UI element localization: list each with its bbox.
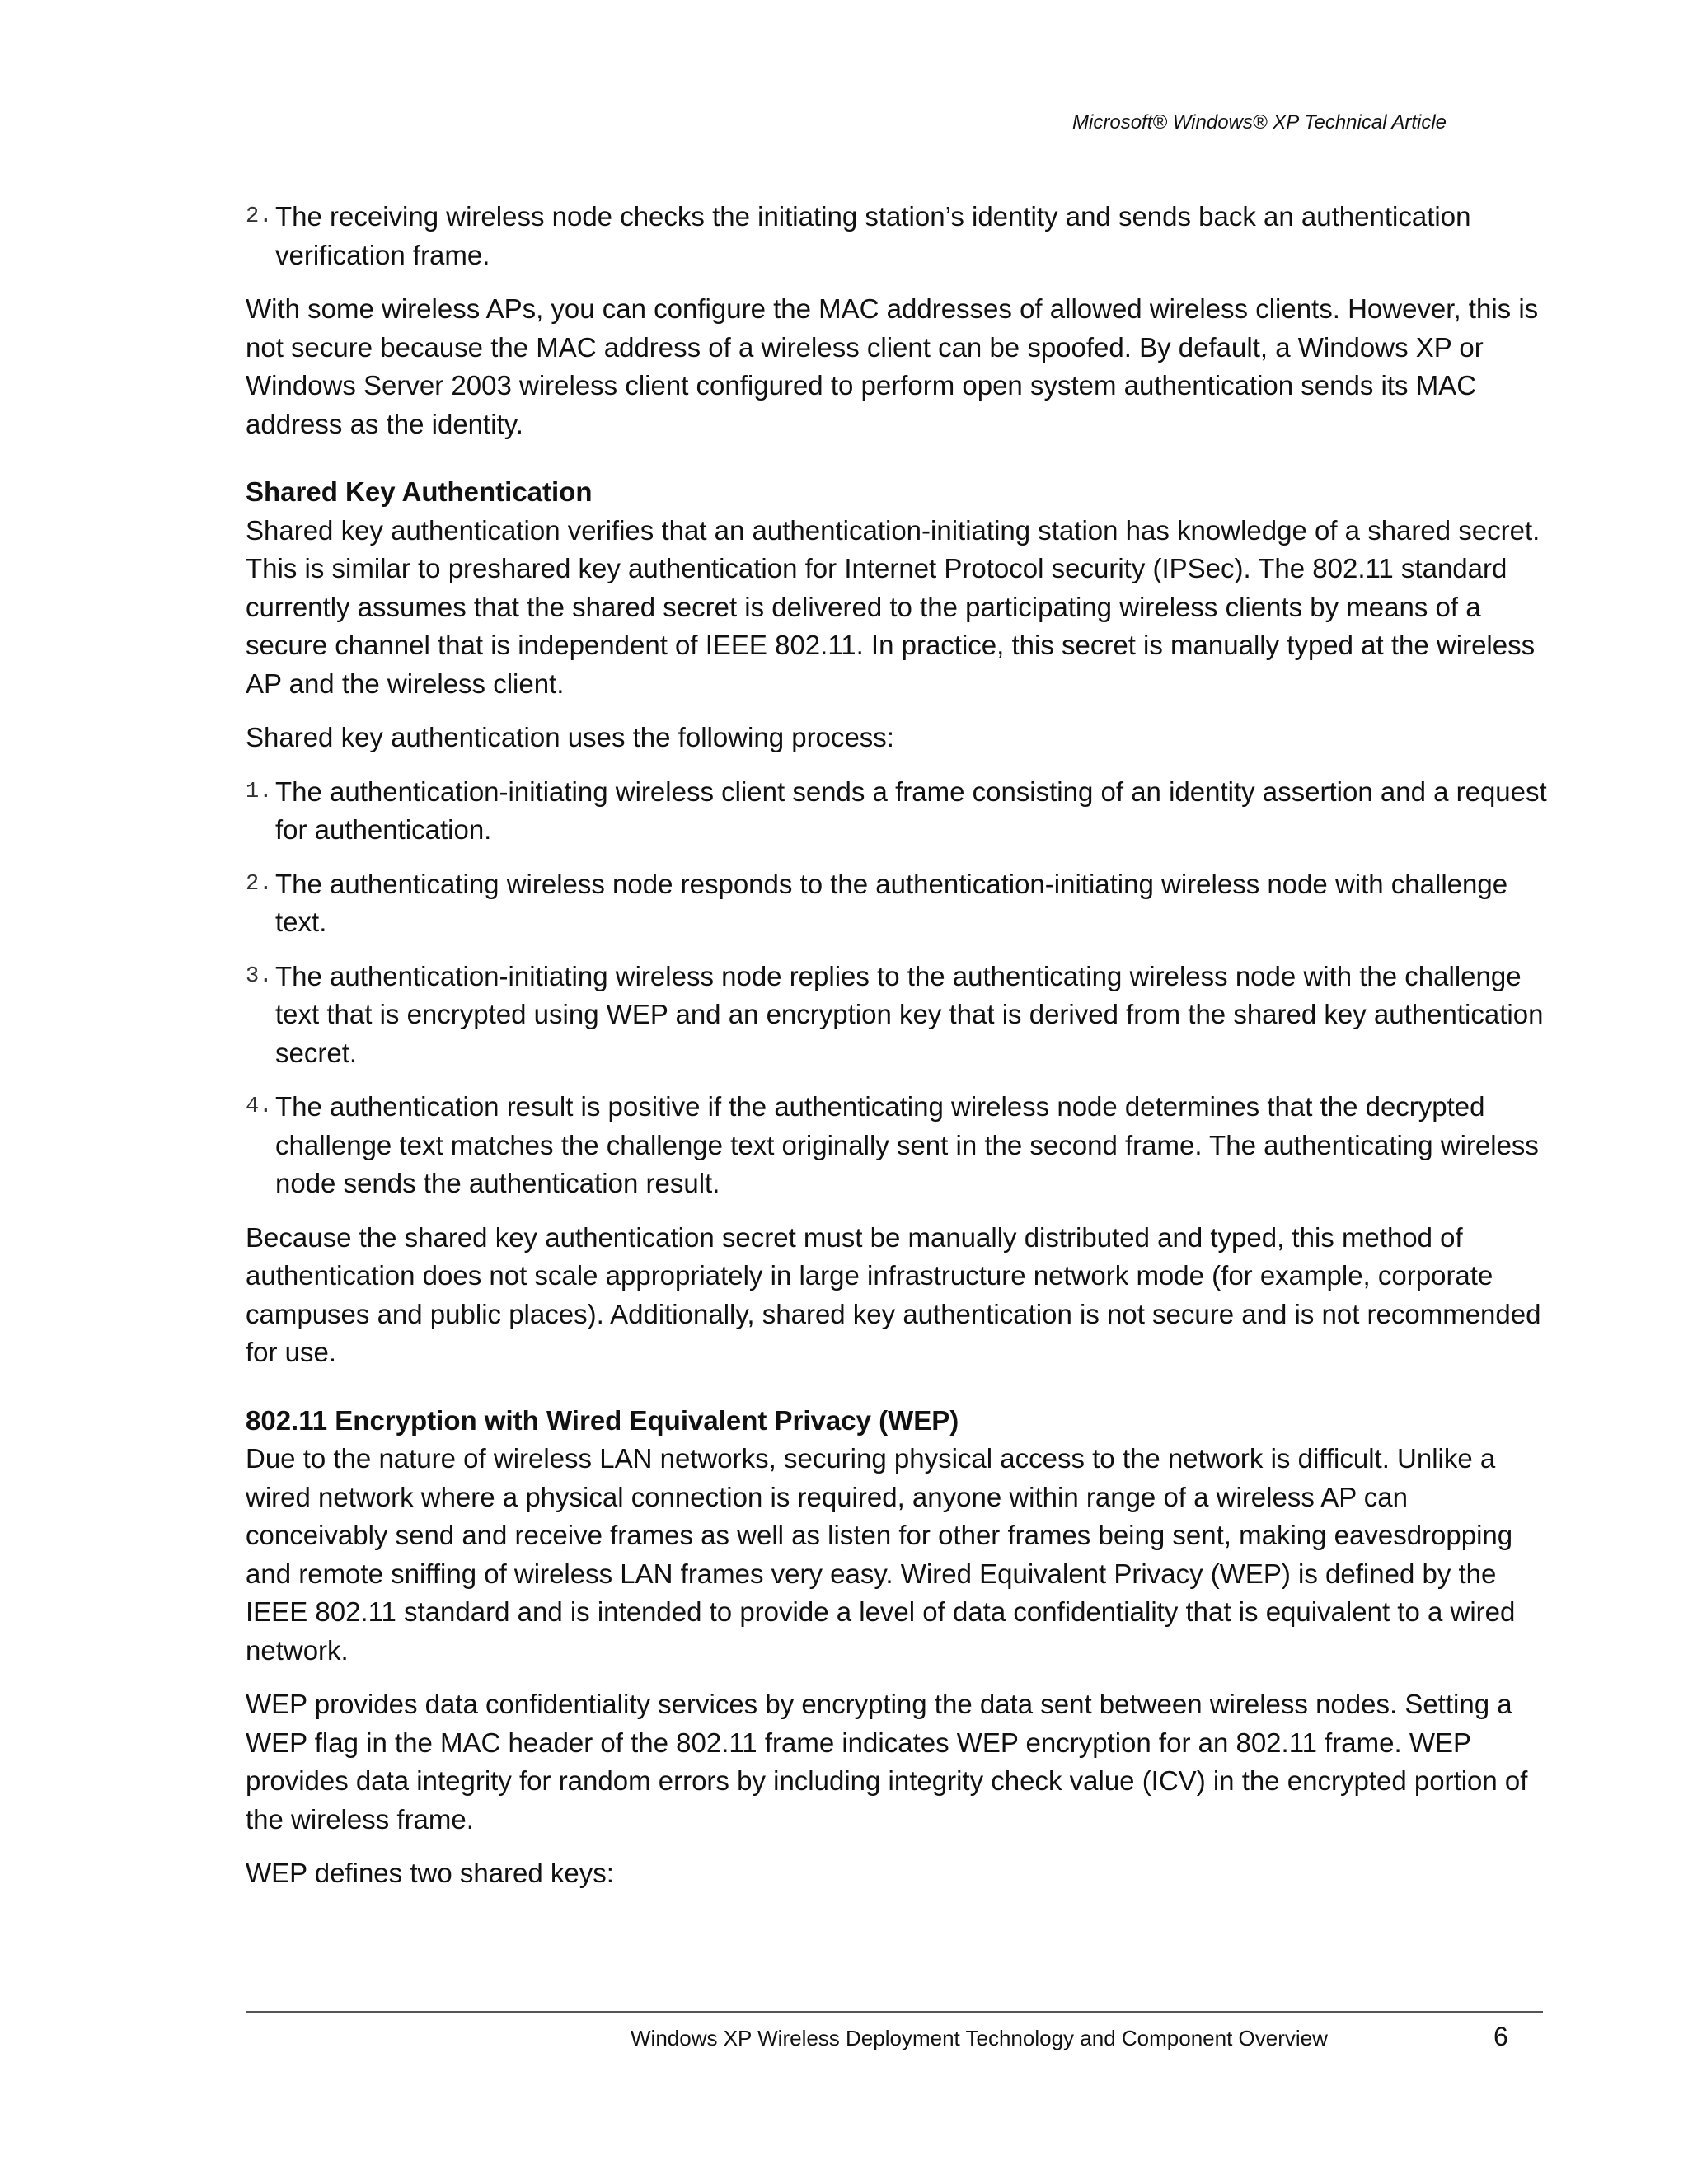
list-item	[246, 198, 1550, 274]
list-item-text: The authenticating wireless node responds to the authentication-initiating wireless node with challenge text.	[275, 868, 1508, 937]
list-number: 2.	[246, 871, 273, 897]
section-heading-shared-key: Shared Key Authentication	[246, 476, 593, 507]
list-item-text: The receiving wireless node checks the initiating station’s identity and sends back an authentication verification frame.	[275, 201, 1471, 270]
list-number: 4.	[246, 1094, 273, 1119]
paragraph: With some wireless APs, you can configure the MAC addresses of allowed wireless clients. However, this is not secure because the MAC address of a wireless client can be spoofed. By default, a Windows XP or Windows Server 2003 wireless client configured to perform open system authentication sends its MAC address as the identity.	[246, 293, 1539, 439]
list-item-text: The authentication result is positive if the authenticating wireless node determines that the decrypted challenge text matches the challenge text originally sent in the second frame. The authenticating wireless node sends the authentication result.	[275, 1091, 1539, 1198]
article-body	[246, 198, 1550, 1909]
list-item-text: The authentication-initiating wireless client sends a frame consisting of an identity assertion and a request for authentication.	[275, 776, 1547, 845]
list-number: 2.	[246, 204, 273, 229]
list-item	[246, 865, 1550, 942]
running-footer: Windows XP Wireless Deployment Technology and Component Overview	[631, 2026, 1328, 2050]
paragraph: WEP provides data confidentiality services by encrypting the data sent between wireless nodes. Setting a WEP flag in the MAC header of the 802.11 frame indicates WEP encryption for an 802.11 frame. WEP provides data integrity for random errors by including integrity check value (ICV) in the encrypted portion of the wireless frame.	[246, 1689, 1528, 1835]
list-item	[246, 773, 1550, 850]
footer-divider	[246, 2011, 1543, 2013]
list-item	[246, 1088, 1550, 1203]
page-number: 6	[1493, 2022, 1508, 2051]
running-header: Microsoft® Windows® XP Technical Article	[1072, 111, 1447, 134]
paragraph: Because the shared key authentication secret must be manually distributed and typed, this method of authentication does not scale appropriately in large infrastructure network mode (for example, corporate campuses and public places). Additionally, shared key authentication is not secure and is not recommended for use.	[246, 1221, 1541, 1367]
list-item	[246, 958, 1550, 1073]
list-number: 1.	[246, 779, 273, 804]
list-number: 3.	[246, 963, 273, 989]
paragraph: Due to the nature of wireless LAN networks, securing physical access to the network is difficult. Unlike a wired network where a physical connection is required, anyone within range of a wireless AP can conceivably send and receive frames as well as listen for other frames being sent, making eavesdropping and remote sniffing of wireless LAN frames very easy. Wired Equivalent Privacy (WEP) is defined by the IEEE 802.11 standard and is intended to provide a level of data confidentiality that is equivalent to a wired network.	[246, 1443, 1516, 1666]
paragraph: Shared key authentication uses the following process:	[246, 722, 894, 752]
paragraph: Shared key authentication verifies that an authentication-initiating station has knowledge of a shared secret. This is similar to preshared key authentication for Internet Protocol security (IPSec). The 802.11 standard currently assumes that the shared secret is delivered to the participating wireless clients by means of a secure channel that is independent of IEEE 802.11. In practice, this secret is manually typed at the wireless AP and the wireless client.	[246, 514, 1540, 699]
list-item-text: The authentication-initiating wireless node replies to the authenticating wireless node with the challenge text that is encrypted using WEP and an encryption key that is derived from the shared key authentication secret.	[275, 960, 1544, 1068]
paragraph: WEP defines two shared keys:	[246, 1858, 614, 1888]
section-heading-wep: 802.11 Encryption with Wired Equivalent Privacy (WEP)	[246, 1404, 959, 1436]
